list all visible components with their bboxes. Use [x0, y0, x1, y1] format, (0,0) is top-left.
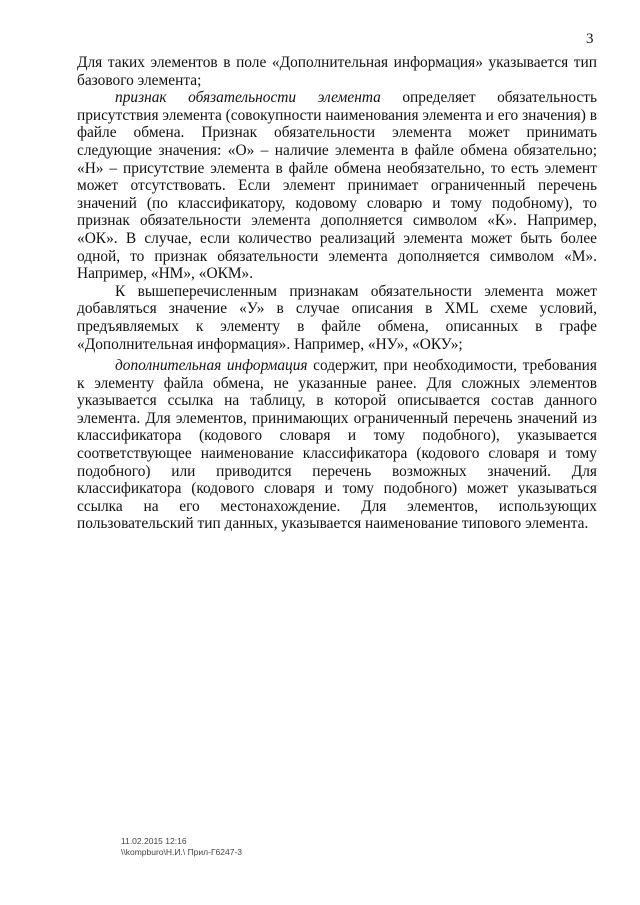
- footer-timestamp: 11.02.2015 12:16: [121, 836, 187, 846]
- footer-file-path: \\kompburo\Н.И.\ Прил-Г6247-3: [121, 847, 243, 857]
- paragraph-text: определяет обязательность присутствия элемента (совокупности наименования элемента и его значения) в файле обмена. Признак обязательности элемента может принимать следующие значения: «О» – наличие элемента в файле обмена обязательно; «Н» – присутствие элемента в файле обмена необязательно, то есть элемент может отсутствовать. Если элемент принимает ограниченный перечень значений (по классификатору, кодовому словарю и тому подобному), то признак обязательности элемента дополняется символом «К». Например, «ОК». В случае, если количество реализаций элемента может быть более одной, то признак обязательности элемента дополняется символом «М». Например, «НМ», «ОКМ».: [77, 89, 597, 283]
- print-footer: [121, 836, 242, 858]
- paragraph-additional-info: [77, 357, 597, 533]
- term-additional-info: дополнительная информация: [115, 357, 308, 375]
- paragraph-text: содержит, при необходимости, требования к элементу файла обмена, не указанные ранее. Для сложных элементов указывается ссылка на таблицу, в которой описывается состав данного элемента. Для элементов, принимающих ограниченный перечень значений из классификатора (кодового словаря и тому подобного), указывается соответствующее наименование классификатора (кодового словаря и тому подобного) или приводится перечень возможных значений. Для классификатора (кодового словаря и тому подобного) может указываться ссылка на его местонахождение. Для элементов, использующих пользовательский тип данных, указывается наименование типового элемента.: [77, 357, 597, 533]
- paragraph-condition-flag: [77, 283, 597, 353]
- page-number: 3: [586, 31, 594, 47]
- paragraph-base-type: [77, 54, 597, 89]
- paragraph-mandatory-flag: [77, 89, 597, 283]
- document-body: [77, 54, 597, 533]
- paragraph-text: Для таких элементов в поле «Дополнительная информация» указывается тип базового элемента;: [77, 54, 597, 89]
- term-mandatory-flag: признак обязательности элемента: [115, 89, 381, 107]
- paragraph-text: К вышеперечисленным признакам обязательности элемента может добавляться значение «У» в случае описания в XML схеме условий, предъявляемых к элементу в файле обмена, описанных в графе «Дополнительная информация». Например, «НУ», «ОКУ»;: [77, 282, 597, 353]
